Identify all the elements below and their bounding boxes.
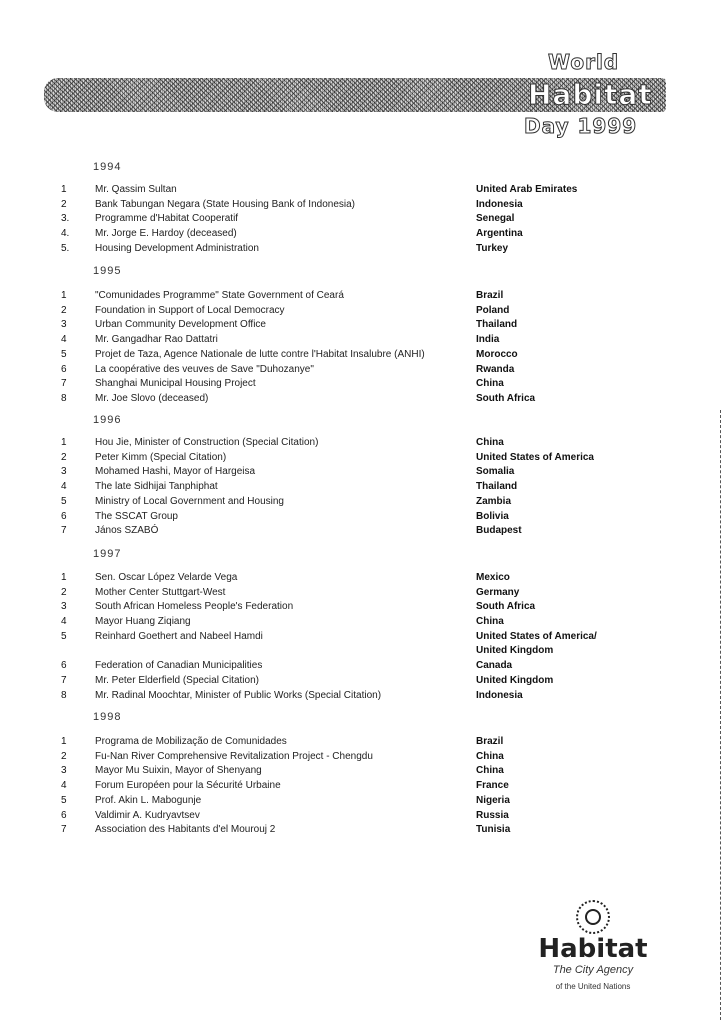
recipient-country: Morocco — [476, 348, 518, 360]
row-number: 3 — [61, 319, 67, 331]
recipient-country: Germany — [476, 586, 520, 598]
recipient-name: Programme d'Habitat Cooperatif — [95, 213, 239, 225]
recipient-name: The late Sidhijai Tanphiphat — [95, 481, 218, 493]
recipient-name: Mother Center Stuttgart-West — [95, 586, 226, 598]
recipient-name: Hou Jie, Minister of Construction (Special Citation) — [95, 437, 319, 448]
recipient-country: Poland — [476, 304, 510, 316]
recipient-name: The SSCAT Group — [95, 510, 178, 522]
recipient-country: Zambia — [476, 495, 512, 507]
recipient-country: Mexico — [476, 572, 510, 583]
recipient-country-line2: United Kingdom — [476, 644, 554, 656]
recipient-country: China — [476, 378, 504, 390]
recipient-name: Mr. Peter Elderfield (Special Citation) — [95, 674, 259, 686]
row-number: 4 — [61, 481, 67, 493]
recipient-country: Russia — [476, 809, 509, 821]
recipient-name: Valdimir A. Kudryavtsev — [95, 809, 200, 821]
award-row — [0, 763, 724, 778]
recipient-country: South Africa — [476, 392, 536, 404]
recipient-country: China — [476, 616, 504, 628]
recipient-country: Turkey — [476, 242, 509, 254]
award-row — [0, 822, 724, 837]
recipient-name: Mayor Mu Suixin, Mayor of Shenyang — [95, 765, 262, 777]
scan-edge — [720, 410, 724, 1020]
year-heading: 1994 — [93, 161, 122, 173]
recipient-name: Peter Kimm (Special Citation) — [95, 451, 227, 463]
recipient-country: Thailand — [476, 319, 518, 331]
row-number: 4. — [61, 228, 70, 240]
row-number: 7 — [61, 824, 67, 836]
award-row — [0, 435, 724, 450]
recipient-country: Thailand — [476, 481, 518, 493]
recipient-name: South African Homeless People's Federation — [95, 601, 294, 613]
recipient-country: France — [476, 780, 509, 792]
recipient-name: Sen. Oscar López Velarde Vega — [95, 572, 238, 583]
row-number: 2 — [61, 304, 67, 316]
recipient-name: Forum Européen pour la Sécurité Urbaine — [95, 780, 281, 792]
recipient-country: Indonesia — [476, 198, 523, 210]
row-number: 2 — [61, 750, 67, 762]
logo-tagline: The City Agency — [552, 964, 634, 976]
row-number: 1 — [61, 437, 67, 448]
row-number: 6 — [61, 363, 67, 375]
row-number: 5. — [61, 242, 70, 254]
row-number: 8 — [61, 392, 67, 404]
row-number: 7 — [61, 674, 67, 686]
row-number: 6 — [61, 510, 67, 522]
recipient-country: Nigeria — [476, 794, 510, 806]
award-row — [0, 629, 724, 656]
award-row — [0, 509, 724, 524]
recipient-name: Foundation in Support of Local Democracy — [95, 304, 285, 316]
recipient-name: Fu-Nan River Comprehensive Revitalization Project - Chengdu — [95, 750, 373, 762]
row-number: 2 — [61, 586, 67, 598]
recipient-name: Mayor Huang Ziqiang — [95, 616, 191, 628]
recipient-name: Prof. Akin L. Mabogunje — [95, 794, 202, 806]
award-row — [0, 197, 724, 212]
year-heading: 1996 — [93, 414, 122, 426]
row-number: 2 — [61, 198, 67, 210]
recipient-name: Mr. Qassim Sultan — [95, 184, 177, 195]
row-number: 3. — [61, 213, 70, 225]
award-row — [0, 479, 724, 494]
recipient-name: Federation of Canadian Municipalities — [95, 660, 263, 672]
award-row — [0, 317, 724, 332]
recipient-name: Programa de Mobilização de Comunidades — [95, 736, 287, 747]
recipient-country: Senegal — [476, 213, 515, 225]
recipient-country: Tunisia — [476, 824, 511, 836]
un-emblem-icon — [576, 900, 610, 934]
row-number: 1 — [61, 184, 67, 195]
row-number: 1 — [61, 290, 67, 301]
recipient-name: János SZABÓ — [95, 525, 159, 537]
row-number: 6 — [61, 660, 67, 672]
header-title-day: Day 1999 — [524, 114, 638, 138]
header-title-world: World — [548, 50, 620, 74]
recipient-name: Reinhard Goethert and Nabeel Hamdi — [95, 630, 263, 642]
row-number: 4 — [61, 780, 67, 792]
recipient-country: Brazil — [476, 290, 504, 301]
award-row — [0, 182, 724, 197]
recipient-country: Somalia — [476, 466, 515, 478]
award-row — [0, 362, 724, 377]
recipient-name: Urban Community Development Office — [95, 319, 266, 331]
award-row — [0, 673, 724, 688]
award-row — [0, 570, 724, 585]
recipient-country: South Africa — [476, 601, 536, 613]
row-number: 7 — [61, 378, 67, 390]
award-row — [0, 303, 724, 318]
award-row — [0, 793, 724, 808]
recipient-country: Brazil — [476, 736, 504, 747]
row-number: 5 — [61, 495, 67, 507]
award-row — [0, 599, 724, 614]
row-number: 5 — [61, 794, 67, 806]
recipient-name: Housing Development Administration — [95, 242, 259, 254]
award-row — [0, 523, 724, 538]
award-row — [0, 226, 724, 241]
award-row — [0, 808, 724, 823]
recipient-country: China — [476, 437, 504, 448]
recipient-name: Bank Tabungan Negara (State Housing Bank of Indonesia) — [95, 198, 355, 210]
row-number: 1 — [61, 736, 67, 747]
award-row — [0, 464, 724, 479]
award-row — [0, 614, 724, 629]
year-heading: 1998 — [93, 711, 122, 723]
award-row — [0, 494, 724, 509]
recipient-country: United States of America — [476, 451, 594, 463]
award-row — [0, 749, 724, 764]
row-number: 5 — [61, 348, 67, 360]
recipient-country: Argentina — [476, 228, 523, 240]
row-number: 5 — [61, 630, 67, 642]
row-number: 4 — [61, 334, 67, 346]
recipient-country: Indonesia — [476, 689, 523, 701]
award-row — [0, 391, 724, 406]
award-row — [0, 778, 724, 793]
row-number: 8 — [61, 689, 67, 701]
recipient-country: India — [476, 334, 500, 346]
recipient-name: Association des Habitants d'el Mourouj 2 — [95, 824, 276, 836]
header-title-habitat: Habitat — [528, 78, 653, 111]
year-heading: 1997 — [93, 548, 122, 560]
award-row — [0, 658, 724, 673]
recipient-name: Mr. Joe Slovo (deceased) — [95, 392, 209, 404]
recipient-country: Budapest — [476, 525, 522, 537]
row-number: 6 — [61, 809, 67, 821]
row-number: 2 — [61, 451, 67, 463]
award-row — [0, 734, 724, 749]
recipient-country: United Kingdom — [476, 674, 554, 686]
recipient-country: Canada — [476, 660, 513, 672]
logo-name: Habitat — [538, 934, 648, 964]
logo-subtitle: of the United Nations — [555, 982, 631, 991]
habitat-logo — [528, 900, 658, 991]
row-number: 3 — [61, 765, 67, 777]
recipient-country: United States of America/ — [476, 630, 597, 642]
recipient-name: Shanghai Municipal Housing Project — [95, 378, 256, 390]
recipient-name: Mr. Gangadhar Rao Dattatri — [95, 334, 218, 346]
recipient-name: La coopérative des veuves de Save "Duhozanye" — [95, 363, 314, 375]
award-row — [0, 585, 724, 600]
recipient-name: Mohamed Hashi, Mayor of Hargeisa — [95, 466, 256, 478]
award-row — [0, 332, 724, 347]
recipient-name: Mr. Jorge E. Hardoy (deceased) — [95, 228, 237, 240]
row-number: 1 — [61, 572, 67, 583]
recipient-country: China — [476, 765, 504, 777]
award-row — [0, 241, 724, 256]
award-row — [0, 688, 724, 703]
row-number: 4 — [61, 616, 67, 628]
recipient-name: Mr. Radinal Moochtar, Minister of Public Works (Special Citation) — [95, 689, 382, 701]
award-row — [0, 347, 724, 362]
recipient-country: United Arab Emirates — [476, 184, 578, 195]
recipient-name: Ministry of Local Government and Housing — [95, 495, 284, 507]
row-number: 7 — [61, 525, 67, 537]
award-row — [0, 288, 724, 303]
award-row — [0, 376, 724, 391]
recipient-country: Rwanda — [476, 363, 515, 375]
recipient-country: China — [476, 750, 504, 762]
year-heading: 1995 — [93, 265, 122, 277]
row-number: 3 — [61, 466, 67, 478]
award-row — [0, 450, 724, 465]
recipient-name: "Comunidades Programme" State Government of Ceará — [95, 290, 344, 301]
row-number: 3 — [61, 601, 67, 613]
recipient-country: Bolivia — [476, 510, 509, 522]
recipient-name: Projet de Taza, Agence Nationale de lutte contre l'Habitat Insalubre (ANHI) — [95, 348, 425, 360]
award-row — [0, 211, 724, 226]
